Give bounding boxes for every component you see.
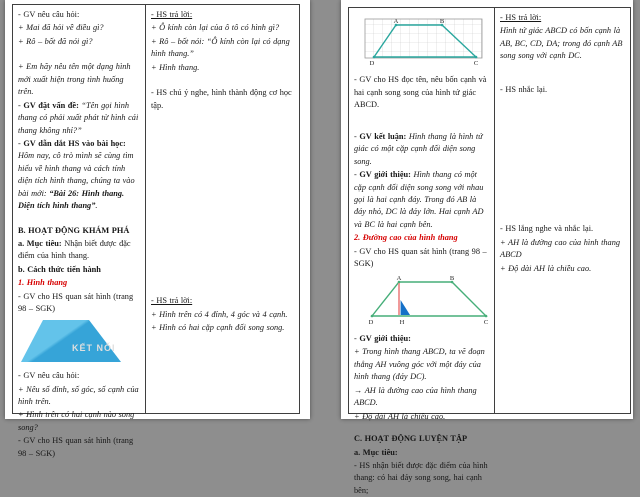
paragraph bbox=[151, 87, 294, 112]
text-run: + Hình thang. bbox=[151, 62, 200, 72]
text-run: - bbox=[18, 100, 24, 110]
paragraph bbox=[18, 9, 140, 21]
text-run: - HS nhận biết được đặc điểm của hình thang: có hai đáy song song, hai cạnh bên; bbox=[354, 460, 488, 495]
paragraph bbox=[354, 346, 489, 383]
text-run: + Rô – bốt nói: “Ô kính còn lại có dạng hình thang.” bbox=[151, 36, 290, 59]
paragraph bbox=[151, 36, 294, 61]
text-run: - HS nhắc lại. bbox=[500, 84, 548, 94]
paragraph bbox=[354, 385, 489, 410]
vertex-label-c: C bbox=[473, 60, 479, 67]
text-run: + Ô kính còn lại của ô tô có hình gì? bbox=[151, 23, 280, 33]
text-run: GV đặt vấn đề: bbox=[23, 100, 79, 110]
watermark-text: KẾT NỐI bbox=[72, 342, 116, 353]
text-run: GV kết luận: bbox=[359, 131, 407, 141]
spacer bbox=[18, 49, 140, 61]
vertex-label-d: D bbox=[368, 318, 374, 326]
spacer bbox=[18, 214, 140, 225]
text-run: - GV cho HS đọc tên, nêu bốn cạnh và hai cạnh song song của hình tứ giác ABCD. bbox=[354, 75, 487, 110]
text-run: → AH là đường cao của hình thang ABCD. bbox=[354, 385, 477, 408]
paragraph bbox=[18, 291, 140, 316]
paragraph bbox=[151, 9, 294, 21]
text-run: C. HOẠT ĐỘNG LUYỆN TẬP bbox=[354, 434, 468, 444]
spacer bbox=[354, 424, 489, 433]
paragraph bbox=[151, 295, 294, 307]
paragraph bbox=[18, 138, 140, 213]
text-run: Nhận biết được đặc điểm của hình thang. bbox=[18, 239, 131, 261]
vertex-label-d: D bbox=[369, 60, 375, 67]
text-run: - GV cho HS quan sát hình (trang 98 – SGK) bbox=[18, 436, 134, 458]
paragraph bbox=[18, 435, 140, 460]
spacer bbox=[151, 113, 294, 295]
grid-trapezoid-svg bbox=[364, 15, 484, 67]
vertex-label-b: B bbox=[449, 274, 455, 282]
text-run: GV dẫn dắt HS vào bài học: bbox=[23, 138, 126, 148]
page-1 bbox=[5, 0, 310, 458]
vertex-label-a: A bbox=[393, 18, 399, 25]
vertex-label-b: B bbox=[439, 18, 445, 25]
text-run: “Tên gọi hình thang có phải xuất phát từ hình cái thang không nhỉ?” bbox=[18, 100, 139, 135]
vertex-label-a: A bbox=[396, 274, 402, 282]
lesson-plan-table-page-2 bbox=[348, 7, 631, 495]
paragraph bbox=[354, 333, 489, 345]
text-run: - HS trả lời: bbox=[500, 13, 542, 22]
paragraph bbox=[18, 409, 140, 434]
text-run: a. Mục tiêu: bbox=[354, 447, 398, 457]
lesson-plan-table-page-1 bbox=[12, 4, 300, 458]
paragraph bbox=[500, 263, 625, 275]
paragraph bbox=[354, 232, 489, 244]
paragraph bbox=[18, 264, 140, 276]
text-run: + Trong hình thang ABCD, ta vẽ đoạn thẳng AH vuông góc với một đáy của hình thang (đáy DC). bbox=[354, 347, 485, 382]
blue-trapezoid-figure bbox=[20, 319, 140, 367]
vertex-label-c: C bbox=[483, 318, 489, 326]
paragraph bbox=[354, 131, 489, 168]
paragraph bbox=[18, 370, 140, 382]
paragraph bbox=[18, 225, 140, 237]
paragraph bbox=[354, 460, 489, 497]
text-run: Hình thang có một cặp cạnh đối diện song song với nhau gọi là hai cạnh đáy. Trong đó AB là đáy nhỏ, DC là đáy lớn. Hai cạnh AD và BC là hai cạnh bên. bbox=[354, 170, 484, 229]
paragraph bbox=[151, 322, 294, 334]
paragraph bbox=[18, 384, 140, 409]
text-run: + Nêu số đỉnh, số góc, số cạnh của hình trên. bbox=[18, 384, 139, 406]
text-run: + Hình có hai cặp cạnh đối song song. bbox=[151, 322, 285, 332]
text-run: - GV cho HS quan sát hình (trang 98 – SGK) bbox=[354, 246, 487, 269]
teacher-activity-column bbox=[349, 8, 495, 495]
paragraph bbox=[354, 433, 489, 445]
text-run: - HS chú ý nghe, hình thành động cơ học tập. bbox=[151, 88, 292, 110]
text-run: “Bài 26: Hình thang. Diện tích hình thang” bbox=[18, 188, 125, 211]
paragraph bbox=[354, 74, 489, 111]
text-run: + Mai đã hỏi về điều gì? bbox=[18, 23, 104, 33]
paragraph bbox=[500, 84, 625, 96]
paragraph bbox=[18, 238, 140, 263]
text-run: - GV nêu câu hỏi: bbox=[18, 371, 80, 381]
height-trapezoid-svg bbox=[362, 274, 490, 326]
text-run: + AH là đường cao của hình thang ABCD bbox=[500, 237, 620, 260]
text-run: - bbox=[18, 138, 24, 148]
student-activity-column bbox=[495, 8, 630, 413]
text-run: + Em hãy nêu tên một dạng hình mới xuất hiện trong tình huống trên. bbox=[18, 62, 131, 97]
paragraph bbox=[354, 246, 489, 271]
text-run: Hình tứ giác ABCD có bốn cạnh là AB, BC, CD, DA; trong đó cạnh AB song song với cạnh DC. bbox=[500, 26, 623, 61]
paragraph bbox=[151, 309, 294, 321]
teacher-activity-column bbox=[13, 5, 146, 458]
text-run: . bbox=[95, 201, 98, 211]
paragraph bbox=[18, 36, 140, 48]
text-run: GV giới thiệu: bbox=[359, 334, 411, 343]
text-run: Hôm nay, cô trò mình sẽ cùng tìm hiểu về hình thang và cách tính diện tích hình thang, chúng ta vào bài mới: bbox=[18, 151, 135, 198]
spacer bbox=[151, 75, 294, 87]
spacer bbox=[500, 64, 625, 84]
text-run: GV giới thiệu: bbox=[359, 170, 411, 180]
text-run: + Độ dài AH là chiều cao. bbox=[500, 263, 592, 273]
vertex-label-h: H bbox=[399, 318, 405, 326]
text-run: + Hình trên có 4 đỉnh, 4 góc và 4 cạnh. bbox=[151, 309, 288, 319]
text-run: + Rô – bốt đã nói gì? bbox=[18, 36, 93, 46]
text-run: b. Cách thức tiến hành bbox=[18, 264, 101, 274]
paragraph bbox=[18, 277, 140, 289]
text-run: - bbox=[354, 131, 360, 141]
paragraph bbox=[18, 61, 140, 98]
text-run: - HS trả lời: bbox=[151, 296, 193, 306]
text-run: - bbox=[354, 170, 360, 180]
text-run: - GV cho HS quan sát hình (trang 98 – SGK) bbox=[18, 291, 134, 314]
text-run: a. Mục tiêu: bbox=[18, 239, 62, 248]
spacer bbox=[500, 97, 625, 223]
page-2 bbox=[341, 0, 633, 495]
text-run: + Độ dài AH là chiều cao. bbox=[354, 411, 446, 421]
paragraph bbox=[151, 22, 294, 34]
grid-trapezoid-figure bbox=[364, 15, 489, 71]
student-activity-column bbox=[146, 5, 299, 413]
paragraph bbox=[500, 25, 625, 62]
height-trapezoid-figure bbox=[362, 274, 489, 330]
paragraph bbox=[354, 411, 489, 423]
text-run: - HS lắng nghe và nhắc lại. bbox=[500, 224, 594, 234]
text-run: + Hình trên có hai cạnh nào song song? bbox=[18, 410, 135, 432]
text-run: 2. Đường cao của hình thang bbox=[354, 233, 458, 243]
text-run: - HS trả lời: bbox=[151, 10, 193, 19]
paragraph bbox=[18, 100, 140, 137]
paragraph bbox=[151, 62, 294, 74]
paragraph bbox=[500, 237, 625, 262]
text-run: B. HOẠT ĐỘNG KHÁM PHÁ bbox=[18, 225, 130, 235]
text-run: - GV nêu câu hỏi: bbox=[18, 10, 80, 19]
paragraph bbox=[500, 223, 625, 235]
paragraph bbox=[18, 22, 140, 34]
text-run: - bbox=[354, 334, 360, 343]
text-run: 1. Hình thang bbox=[18, 278, 68, 288]
spacer bbox=[354, 113, 489, 131]
paragraph bbox=[500, 12, 625, 24]
text-run: Hình thang là hình tứ giác có một cặp cạnh đối diện song song. bbox=[354, 131, 483, 166]
paragraph bbox=[354, 447, 489, 459]
paragraph bbox=[354, 169, 489, 231]
